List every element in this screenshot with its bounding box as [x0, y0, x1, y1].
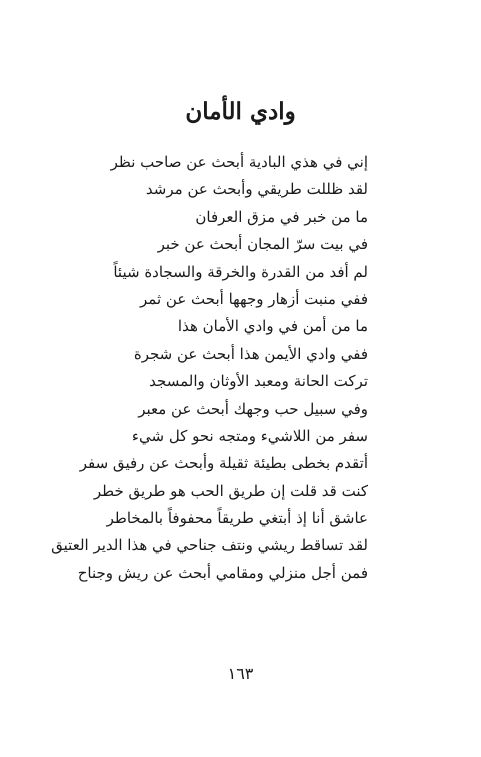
- page-number: ١٦٣: [227, 664, 254, 683]
- poem-line: وفي سبيل حب وجهك أبحث عن معبر: [138, 399, 368, 418]
- poem-line: سفر من اللاشيء ومتجه نحو كل شيء: [131, 426, 368, 445]
- poem-line: ففي منبت أزهار وجهها أبحث عن ثمر: [140, 289, 368, 308]
- poem-line: عاشق أنا إذ أبتغي طريقاً محفوفاً بالمخاطر: [106, 509, 368, 528]
- poem-line: تركت الحانة ومعبد الأوثان والمسجد: [149, 372, 368, 391]
- poem-body: [51, 149, 368, 587]
- poem-line: كنت قد قلت إن طريق الحب هو طريق خطر: [93, 481, 368, 500]
- poem-line: ما من أمن في وادي الأمان هذا: [177, 317, 368, 336]
- poem-line: إني في هذي البادية أبحث عن صاحب نظر: [110, 153, 368, 171]
- poem-line: ففي وادي الأيمن هذا أبحث عن شجرة: [133, 344, 368, 363]
- poem-line: لقد ظللت طريقي وأبحث عن مرشد: [145, 180, 368, 199]
- poem-line: لقد تساقط ريشي ونتف جناحي في هذا الدير العتيق: [51, 536, 368, 555]
- poem-line: ما من خبر في مزق العرفان: [195, 207, 368, 226]
- poem-line: أتقدم بخطى بطيئة ثقيلة وأبحث عن رفيق سفر: [79, 454, 368, 473]
- poem-line: في بيت سرّ المجان أبحث عن خبر: [157, 235, 368, 254]
- poem-line: لم أفد من القدرة والخرقة والسجادة شيئاً: [113, 262, 368, 281]
- poem-line: فمن أجل منزلي ومقامي أبحث عن ريش وجناح: [77, 563, 368, 582]
- poem-title: وادي الأمان: [185, 98, 296, 125]
